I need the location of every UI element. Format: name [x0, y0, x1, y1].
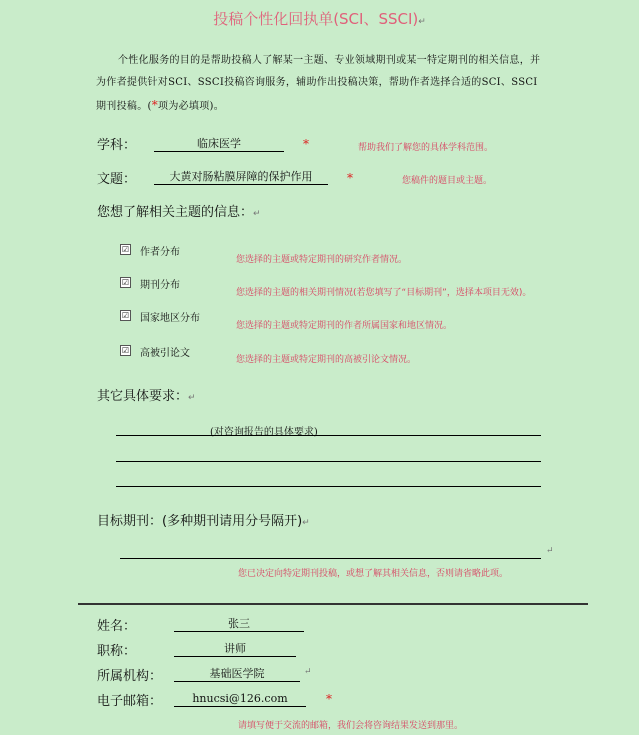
requirements-line-2[interactable] [116, 461, 541, 462]
author-distribution-hint: 您选择的主题或特定期刊的研究作者情况。 [236, 255, 408, 265]
discipline-hint: 帮助我们了解您的具体学科范围。 [358, 143, 494, 153]
topic-field[interactable]: 大黄对肠粘膜屏障的保护作用 [154, 170, 328, 185]
other-requirements-value[interactable]: (对咨询报告的具体要求) [210, 427, 318, 438]
info-heading: 您想了解相关主题的信息：↵ [97, 205, 261, 220]
target-journal-hint: 您已决定向特定期刊投稿，或想了解其相关信息，否则请省略此项。 [238, 569, 509, 579]
intro-paragraph: 个性化服务的目的是帮助投稿人了解某一主题、专业领域期刊或某一特定期刊的相关信息，并为作者提供针对SCI、SSCI投稿咨询服务，辅助作出投稿决策，帮助作者选择合适的SCI、SSCI期刊投稿。(*项为必填项)。 [96, 55, 541, 112]
institution-para-mark: ↵ [304, 667, 312, 677]
journal-distribution-label: 期刊分布 [140, 280, 180, 291]
topic-hint: 您稿件的题目或主题。 [402, 176, 493, 186]
email-hint: 请填写便于交流的邮箱，我们会将咨询结果发送到那里。 [238, 721, 464, 731]
discipline-label: 学科： [97, 138, 137, 153]
author-distribution-label: 作者分布 [140, 247, 180, 258]
journal-distribution-checkbox[interactable]: ☑ [121, 278, 130, 287]
highly-cited-hint: 您选择的主题或特定期刊的高被引论文情况。 [236, 355, 417, 365]
country-distribution-label: 国家地区分布 [140, 313, 200, 324]
requirements-line-1 [116, 435, 541, 436]
email-required-mark: * [326, 692, 332, 706]
journal-distribution-hint: 您选择的主题的相关期刊情况(若您填写了“目标期刊”，选择本项目无效)。 [236, 288, 532, 298]
position-field[interactable]: 讲师 [174, 642, 296, 657]
institution-field[interactable]: 基础医学院 [174, 667, 300, 682]
target-journal-para-mark: ↵ [546, 546, 554, 556]
other-requirements-heading: 其它具体要求：↵ [97, 389, 196, 404]
discipline-required-mark: * [303, 137, 309, 151]
discipline-field[interactable]: 临床医学 [154, 137, 284, 152]
highly-cited-label: 高被引论文 [140, 348, 190, 359]
highly-cited-checkbox[interactable]: ☑ [121, 346, 130, 355]
section-divider [78, 603, 588, 605]
country-distribution-checkbox[interactable]: ☑ [121, 311, 130, 320]
target-journal-heading: 目标期刊：(多种期刊请用分号隔开)↵ [97, 514, 310, 529]
name-field[interactable]: 张三 [174, 617, 304, 632]
topic-label: 文题： [97, 172, 137, 187]
position-label: 职称： [97, 644, 137, 659]
institution-label: 所属机构： [97, 669, 163, 684]
requirements-line-3[interactable] [116, 486, 541, 487]
target-journal-field[interactable] [120, 558, 541, 559]
country-distribution-hint: 您选择的主题或特定期刊的作者所属国家和地区情况。 [236, 321, 453, 331]
email-field[interactable]: hnucsi@126.com [174, 692, 306, 707]
page-title: 投稿个性化回执单(SCI、SSCI)↵ [213, 10, 426, 28]
topic-required-mark: * [347, 171, 353, 185]
name-label: 姓名： [97, 619, 137, 634]
email-label: 电子邮箱： [97, 694, 163, 709]
author-distribution-checkbox[interactable]: ☑ [121, 245, 130, 254]
